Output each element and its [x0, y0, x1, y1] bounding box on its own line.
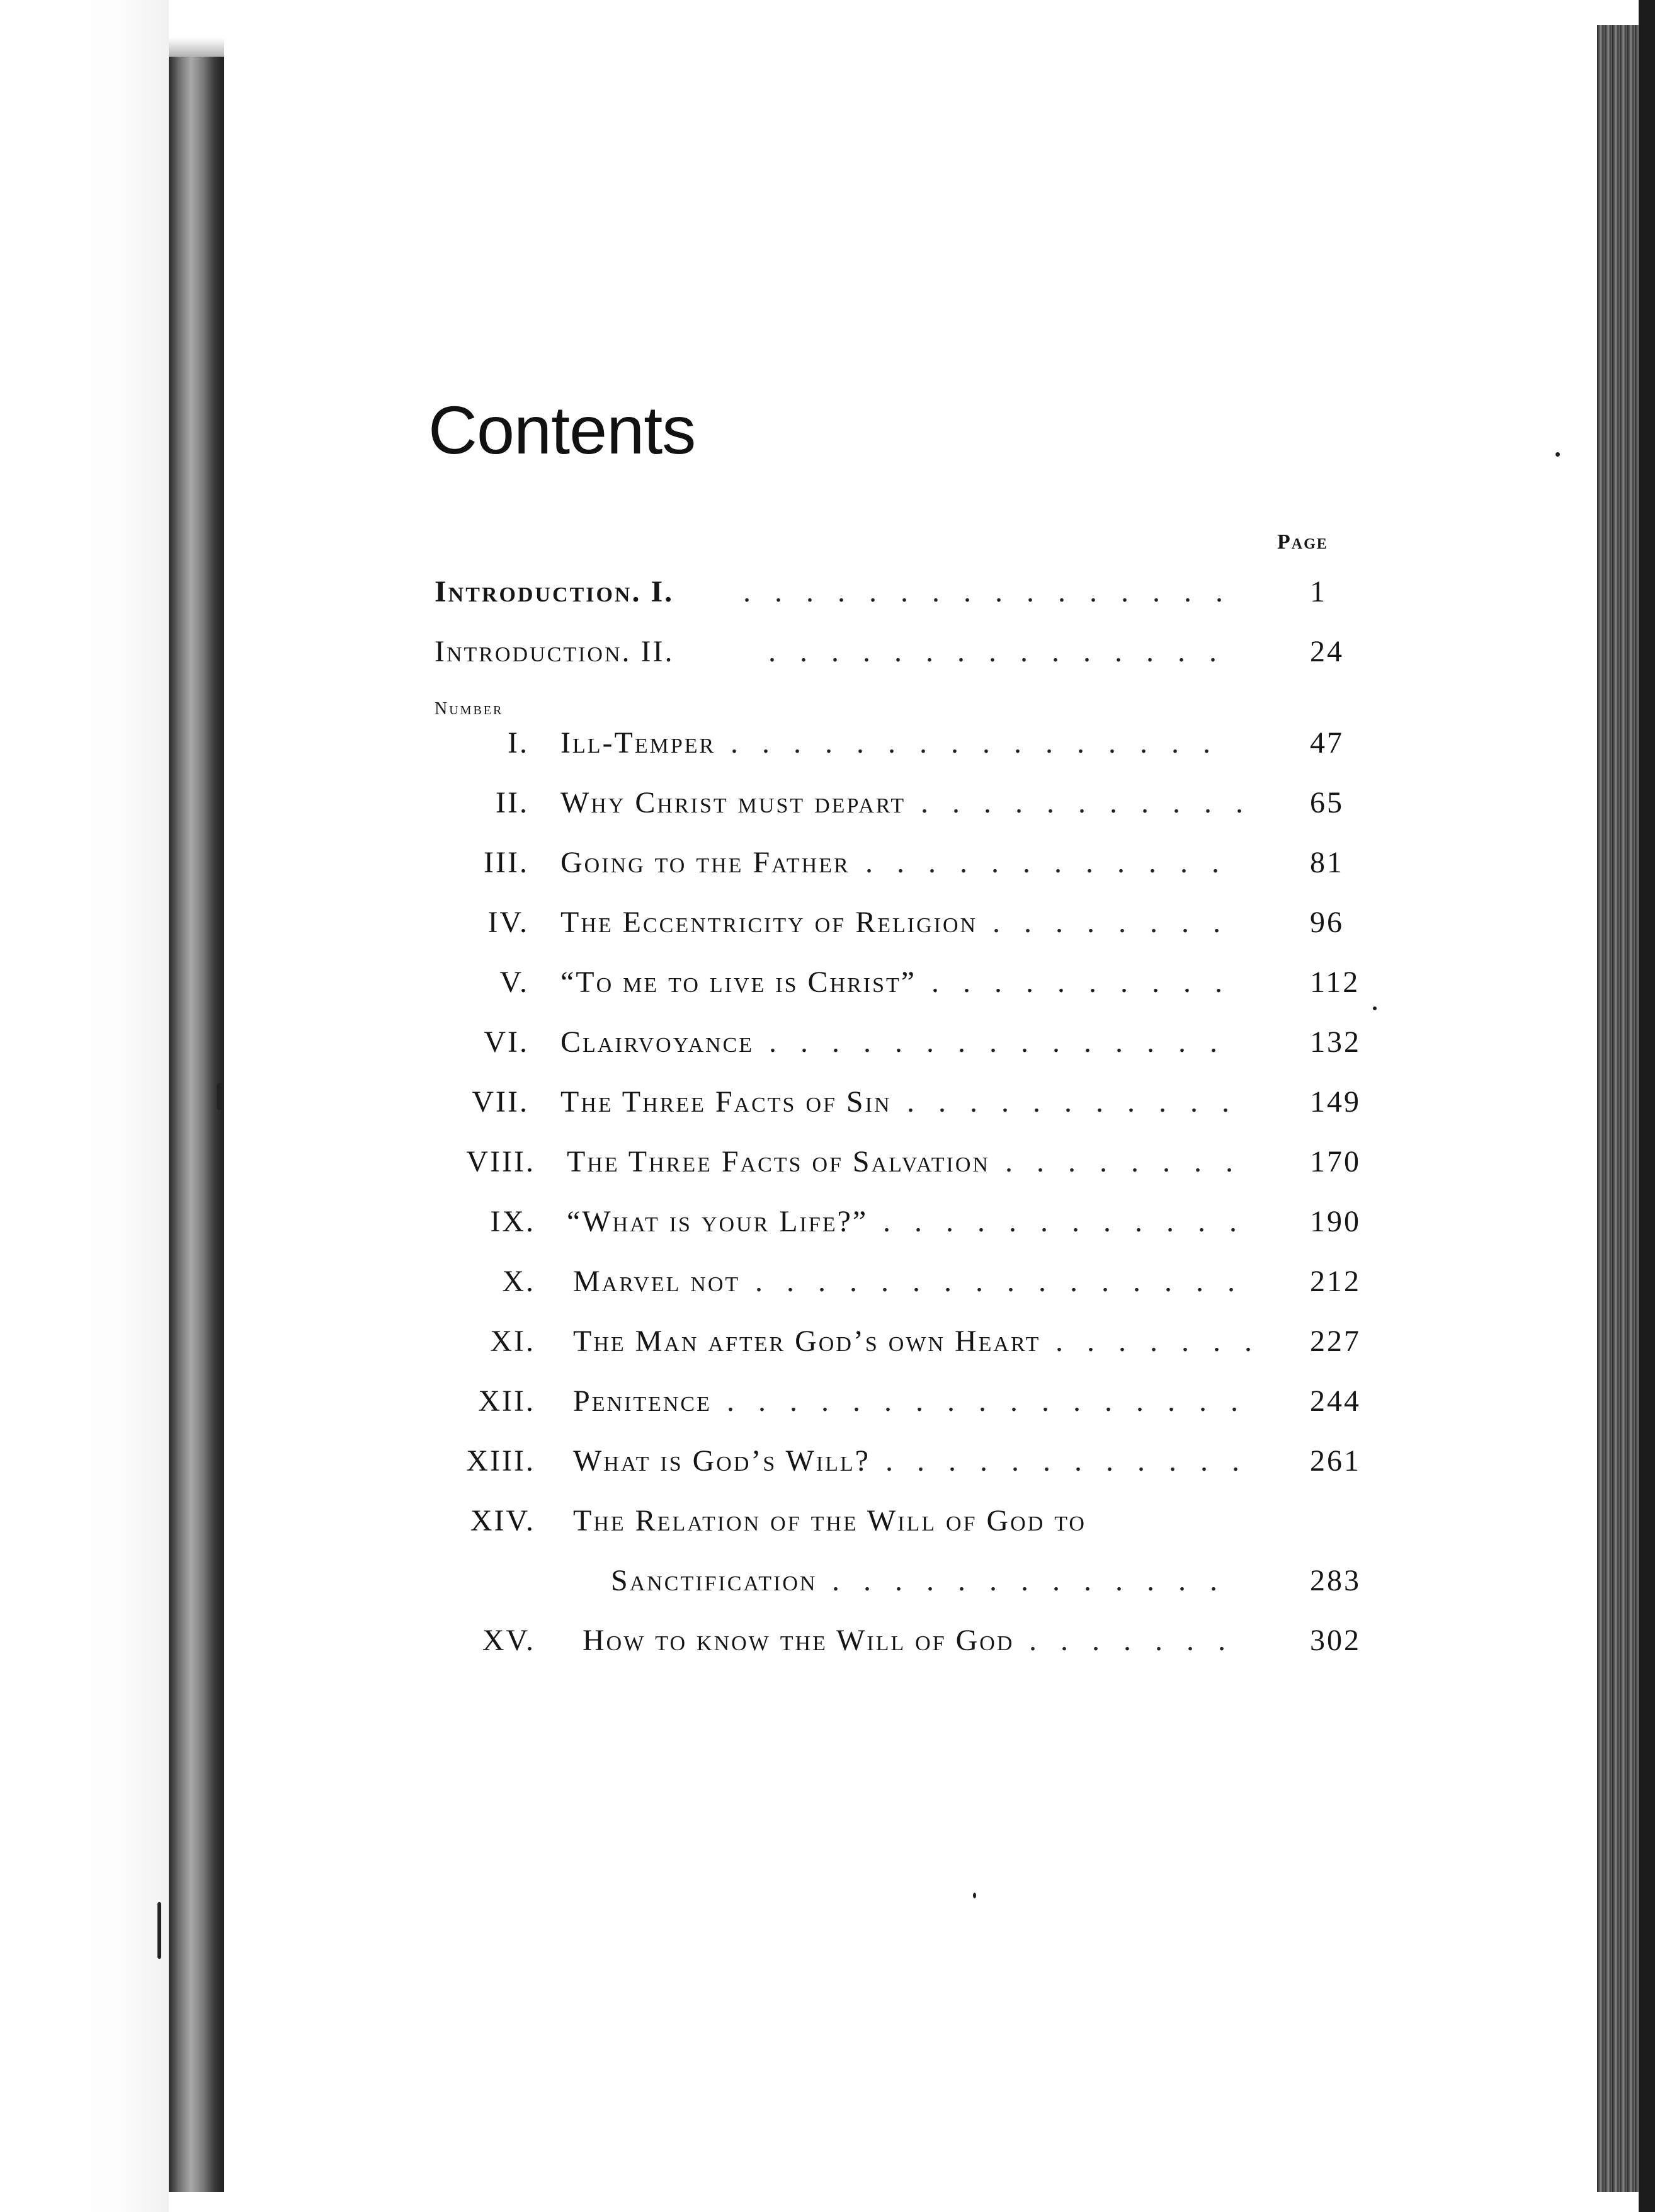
toc-page-number: 24 — [1310, 635, 1344, 668]
number-column-header: Number — [435, 699, 504, 719]
toc-title: “What is your Life?” — [567, 1205, 868, 1238]
toc-page-number: 47 — [1310, 726, 1344, 760]
toc-title: The Man after God’s own Heart — [573, 1325, 1041, 1358]
toc-entry — [0, 1379, 1655, 1423]
toc-title: Why Christ must depart — [560, 786, 906, 819]
toc-entry — [0, 841, 1655, 885]
toc-entry — [0, 1200, 1655, 1244]
page-column-header: Page — [1277, 530, 1328, 554]
dot-leader: ........ — [1005, 1145, 1257, 1178]
toc-title: Sanctification — [611, 1564, 817, 1597]
toc-title: Ill-Temper — [560, 726, 716, 760]
toc-page-number: 1 — [1310, 575, 1327, 608]
dot-leader: ................. — [727, 1384, 1262, 1418]
speck — [973, 1893, 976, 1898]
toc-numeral: XV. — [482, 1624, 535, 1657]
toc-title: “To me to live is Christ” — [560, 966, 917, 999]
toc-page-number: 149 — [1310, 1085, 1361, 1119]
speck — [1373, 1006, 1377, 1010]
toc-entry — [0, 630, 1655, 674]
toc-numeral: XIII. — [466, 1444, 535, 1478]
toc-numeral: I. — [508, 726, 529, 760]
toc-entry — [0, 1499, 1655, 1543]
toc-title: Introduction. I. — [435, 575, 674, 608]
toc-numeral: X. — [502, 1265, 535, 1298]
dot-leader: ................ — [755, 1265, 1259, 1298]
toc-entry — [0, 1020, 1655, 1064]
toc-title: Clairvoyance — [560, 1025, 754, 1059]
toc-page-number: 65 — [1310, 786, 1344, 819]
dot-leader: ............ — [865, 846, 1243, 879]
dot-leader: ............... — [769, 1025, 1241, 1059]
toc-entry — [0, 1619, 1655, 1663]
toc-title: The Relation of the Will of God to — [573, 1504, 1086, 1537]
toc-page-number: 227 — [1310, 1325, 1361, 1358]
toc-title: The Eccentricity of Religion — [560, 906, 978, 939]
toc-numeral: VIII. — [466, 1145, 535, 1178]
dot-leader: .......... — [931, 966, 1246, 999]
toc-numeral: V. — [499, 966, 529, 999]
dot-leader: ....... — [1029, 1624, 1249, 1657]
toc-page-number: 81 — [1310, 846, 1344, 879]
toc-numeral: IV. — [487, 906, 529, 939]
toc-title: Going to the Father — [560, 846, 850, 879]
toc-page-number: 96 — [1310, 906, 1344, 939]
toc-entry — [0, 1140, 1655, 1184]
toc-entry — [0, 961, 1655, 1005]
toc-numeral: II. — [496, 786, 529, 819]
toc-numeral: XIV. — [470, 1504, 535, 1537]
toc-entry — [0, 570, 1655, 614]
toc-entry — [0, 1260, 1655, 1304]
dot-leader: ....... — [1055, 1325, 1276, 1358]
toc-numeral: XII. — [478, 1384, 535, 1418]
page-title: Contents — [428, 392, 696, 468]
toc-numeral: XI. — [490, 1325, 535, 1358]
toc-entry — [0, 1439, 1655, 1483]
toc-numeral: IX. — [490, 1205, 535, 1238]
toc-page-number: 132 — [1310, 1025, 1361, 1059]
toc-page-number: 302 — [1310, 1624, 1361, 1657]
toc-title: The Three Facts of Salvation — [567, 1145, 990, 1178]
dot-leader: ........ — [992, 906, 1244, 939]
dot-leader: ............... — [768, 635, 1241, 668]
toc-page-number: 190 — [1310, 1205, 1361, 1238]
dot-leader: ............ — [883, 1205, 1261, 1238]
toc-numeral: VII. — [472, 1085, 529, 1119]
margin-mark — [157, 1902, 161, 1959]
toc-title: The Three Facts of Sin — [560, 1085, 892, 1119]
dot-leader: ................ — [743, 575, 1247, 608]
toc-page-number: 212 — [1310, 1265, 1361, 1298]
toc-numeral: VI. — [484, 1025, 529, 1059]
toc-title: How to know the Will of God — [583, 1624, 1015, 1657]
toc-title: Introduction. II. — [435, 635, 674, 668]
dot-leader: ................ — [731, 726, 1234, 760]
dot-leader: ............. — [832, 1564, 1241, 1597]
toc-page-number: 261 — [1310, 1444, 1361, 1478]
toc-entry — [0, 1320, 1655, 1364]
dot-leader: ........... — [921, 786, 1267, 819]
toc-entry — [0, 1559, 1655, 1603]
dot-leader: ............ — [885, 1444, 1263, 1478]
toc-title: Penitence — [573, 1384, 712, 1418]
toc-page-number: 112 — [1310, 966, 1360, 999]
toc-page-number: 283 — [1310, 1564, 1361, 1597]
toc-page-number: 170 — [1310, 1145, 1361, 1178]
book-gutter — [169, 57, 224, 2192]
toc-page-number: 244 — [1310, 1384, 1361, 1418]
toc-entry — [0, 781, 1655, 825]
toc-numeral: III. — [484, 846, 529, 879]
toc-entry — [0, 721, 1655, 765]
toc-title: What is God’s Will? — [573, 1444, 870, 1478]
toc-entry — [0, 1080, 1655, 1124]
speck — [1555, 452, 1560, 457]
toc-title: Marvel not — [573, 1265, 741, 1298]
toc-entry — [0, 901, 1655, 945]
dot-leader: ........... — [907, 1085, 1253, 1119]
